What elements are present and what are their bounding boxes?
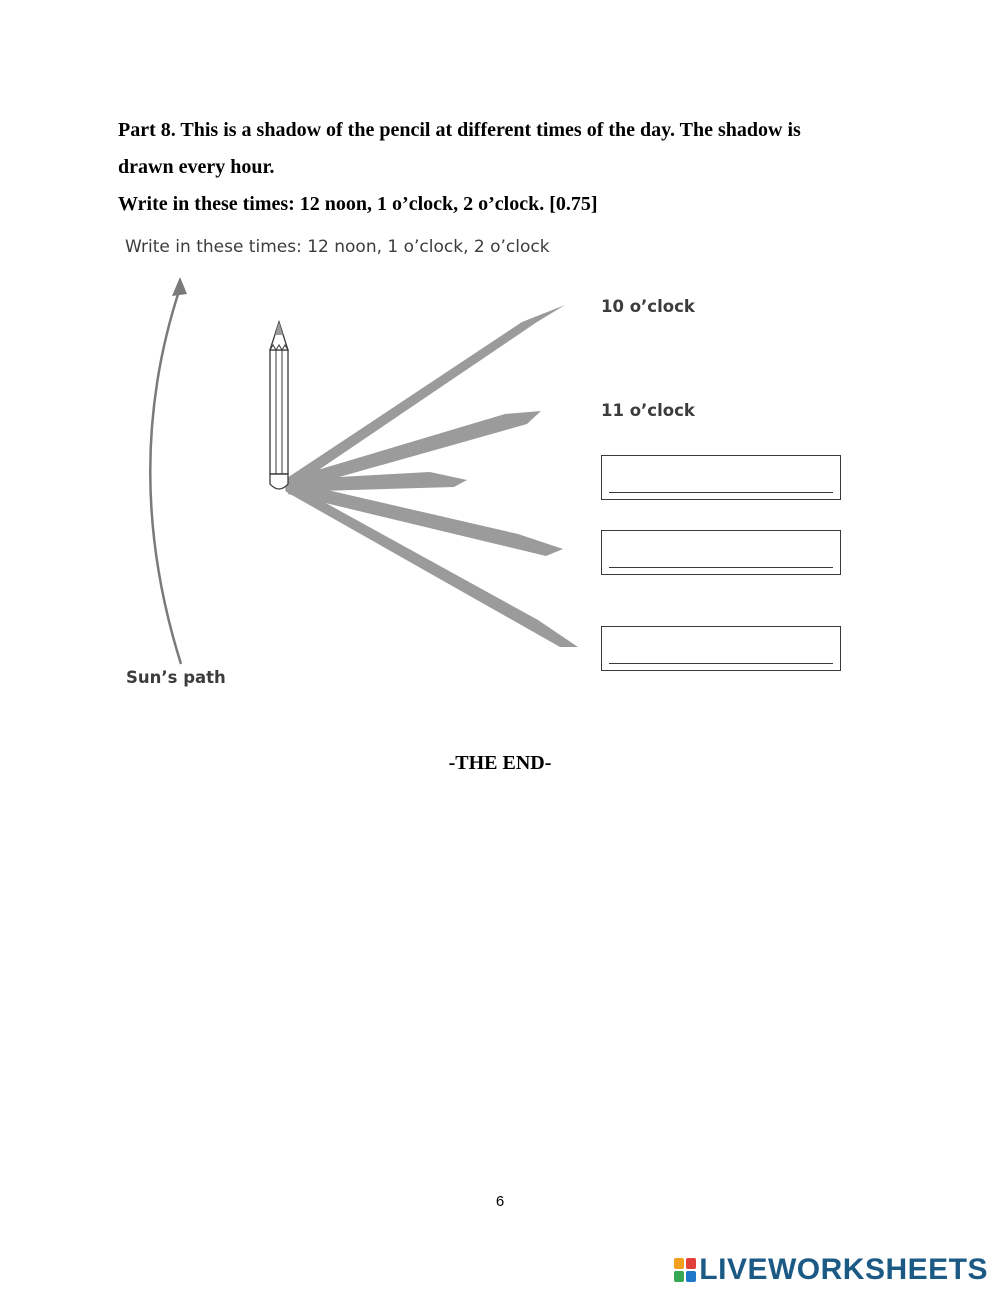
sun-path-arrow [150, 277, 187, 664]
question-line-3: Write in these times: 12 noon, 1 o’clock, 2 o’clock. [0.75] [118, 193, 598, 215]
label-11-oclock: 11 o’clock [601, 401, 695, 420]
liveworksheets-logo[interactable] [674, 1253, 988, 1287]
brand-name: LIVEWORKSHEETS [699, 1253, 988, 1286]
shadow-10-oclock [284, 305, 565, 492]
answer-box-2 [601, 530, 841, 575]
liveworksheets-logo-icon [674, 1258, 696, 1282]
answer-input-1[interactable] [609, 463, 833, 493]
sun-path-label: Sun’s path [126, 668, 226, 687]
answer-box-1 [601, 455, 841, 500]
answer-input-3[interactable] [609, 634, 833, 664]
answer-box-3 [601, 626, 841, 671]
question-line-1: Part 8. This is a shadow of the pencil at different times of the day. The shadow is [118, 119, 801, 141]
shadow-1-oclock [284, 480, 563, 556]
pencil-icon [270, 322, 288, 489]
answer-input-2[interactable] [609, 538, 833, 568]
figure-instruction: Write in these times: 12 noon, 1 o’clock, 2 o’clock [125, 237, 550, 257]
the-end-text: -THE END- [448, 752, 552, 774]
shadow-2-oclock [284, 480, 578, 647]
question-line-2: drawn every hour. [118, 156, 275, 178]
label-10-oclock: 10 o’clock [601, 297, 695, 316]
page-number: 6 [495, 1193, 505, 1210]
